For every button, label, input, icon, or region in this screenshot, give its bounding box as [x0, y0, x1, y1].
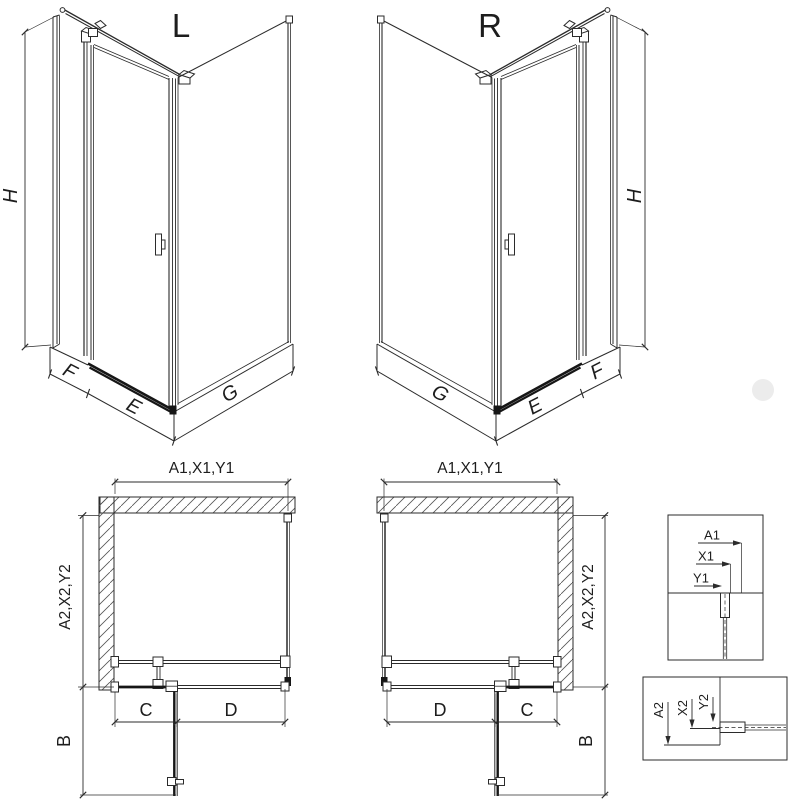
- right-variant-label: R: [478, 7, 502, 44]
- detail-x1-label: X1: [698, 548, 714, 564]
- tray-dim-e-right: E: [524, 393, 547, 420]
- detail-y2-label: Y2: [696, 694, 711, 710]
- left-plan-depth-dims: [78, 512, 176, 798]
- detail-y1-label: Y1: [693, 570, 709, 586]
- left-plan-drawing: [111, 479, 292, 797]
- right-plan-top-wall: [377, 497, 573, 513]
- projection-b-label-left-plan: B: [54, 734, 74, 748]
- tray-dim-g-right: G: [427, 380, 453, 408]
- height-dim-label-right: H: [624, 188, 646, 204]
- left-plan-top-wall: [100, 497, 295, 513]
- left-variant-label: L: [171, 7, 191, 44]
- width-detail-inset: [668, 515, 763, 660]
- height-dim-label-left: H: [0, 188, 22, 204]
- projection-b-label-right-plan: B: [576, 734, 596, 748]
- segment-c-label-left-plan: C: [139, 700, 153, 720]
- depth-dim-label-right-plan: A2,X2,Y2: [580, 564, 597, 630]
- segment-c-label-right-plan: C: [520, 700, 534, 720]
- depth-detail-inset: [643, 677, 787, 760]
- right-plan-drawing: [381, 479, 562, 797]
- detail-a2-label: A2: [651, 702, 666, 718]
- tray-dim-g-left: G: [217, 380, 243, 408]
- segment-d-label-left-plan: D: [224, 700, 238, 720]
- segment-d-label-right-plan: D: [433, 700, 447, 720]
- depth-dim-label-left-plan: A2,X2,Y2: [57, 564, 74, 630]
- detail-a1-label: A1: [704, 527, 720, 543]
- tray-dim-f-left: F: [59, 359, 81, 385]
- width-dim-label-left-plan: A1,X1,Y1: [168, 460, 235, 477]
- watermark-dot: [752, 379, 774, 401]
- tray-dim-f-right: F: [586, 359, 608, 385]
- width-dim-label-right-plan: A1,X1,Y1: [437, 460, 503, 477]
- detail-x2-label: X2: [675, 700, 690, 716]
- tray-dim-e-left: E: [122, 393, 145, 420]
- right-isometric-drawing: [375, 8, 648, 446]
- right-plan-depth-dims: [497, 512, 608, 798]
